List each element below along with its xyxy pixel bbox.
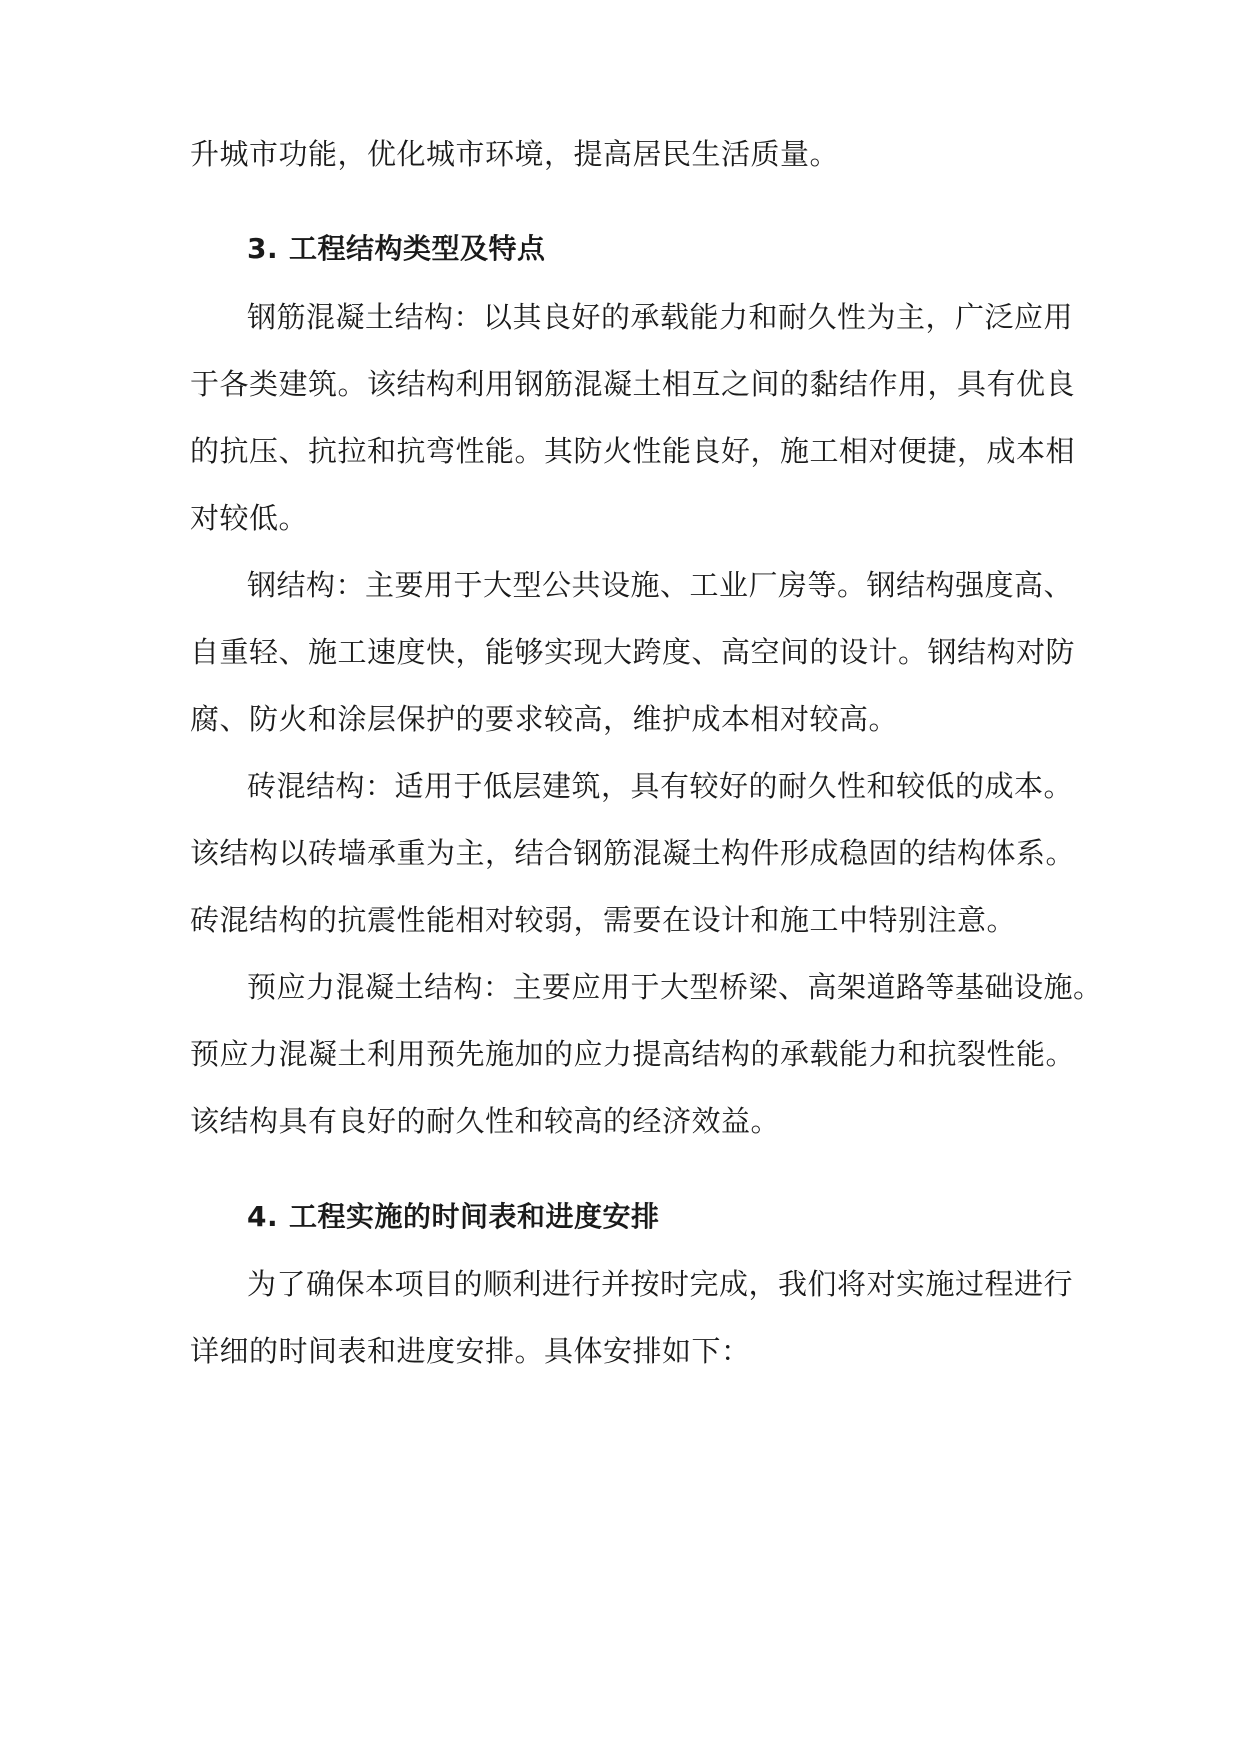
paragraph-line: 自重轻、施工速度快，能够实现大跨度、高空间的设计。钢结构对防: [190, 635, 1076, 669]
paragraph-line: 的抗压、抗拉和抗弯性能。其防火性能良好，施工相对便捷，成本相: [190, 434, 1076, 468]
paragraph-line: 详细的时间表和进度安排。具体安排如下：: [190, 1334, 751, 1368]
paragraph-line: 钢筋混凝土结构：以其良好的承载能力和耐久性为主，广泛应用: [247, 300, 1074, 334]
paragraph-line: 为了确保本项目的顺利进行并按时完成，我们将对实施过程进行: [247, 1267, 1074, 1301]
paragraph-line: 砖混结构：适用于低层建筑，具有较好的耐久性和较低的成本。: [247, 769, 1074, 803]
section-heading-4: [247, 1197, 1127, 1237]
paragraph-line: 该结构具有良好的耐久性和较高的经济效益。: [190, 1104, 781, 1138]
paragraph-line: 对较低。: [190, 501, 309, 535]
section-heading-3: [247, 229, 1127, 269]
paragraph-line: 砖混结构的抗震性能相对较弱，需要在设计和施工中特别注意。: [190, 903, 1017, 937]
section-number: 4.: [247, 1200, 279, 1233]
paragraph-line: 钢结构：主要用于大型公共设施、工业厂房等。钢结构强度高、: [247, 568, 1074, 602]
paragraph-line: 预应力混凝土结构：主要应用于大型桥梁、高架道路等基础设施。: [247, 970, 1103, 1004]
paragraph-line: 于各类建筑。该结构利用钢筋混凝土相互之间的黏结作用，具有优良: [190, 367, 1076, 401]
section-number: 3.: [247, 232, 279, 265]
section-title: 工程实施的时间表和进度安排: [289, 1200, 660, 1233]
paragraph-line: 该结构以砖墙承重为主，结合钢筋混凝土构件形成稳固的结构体系。: [190, 836, 1076, 870]
paragraph-line: 预应力混凝土利用预先施加的应力提高结构的承载能力和抗裂性能。: [190, 1037, 1076, 1071]
paragraph-line: 腐、防火和涂层保护的要求较高，维护成本相对较高。: [190, 702, 899, 736]
paragraph-line: 升城市功能，优化城市环境，提高居民生活质量。: [190, 137, 840, 171]
section-title: 工程结构类型及特点: [289, 232, 546, 265]
